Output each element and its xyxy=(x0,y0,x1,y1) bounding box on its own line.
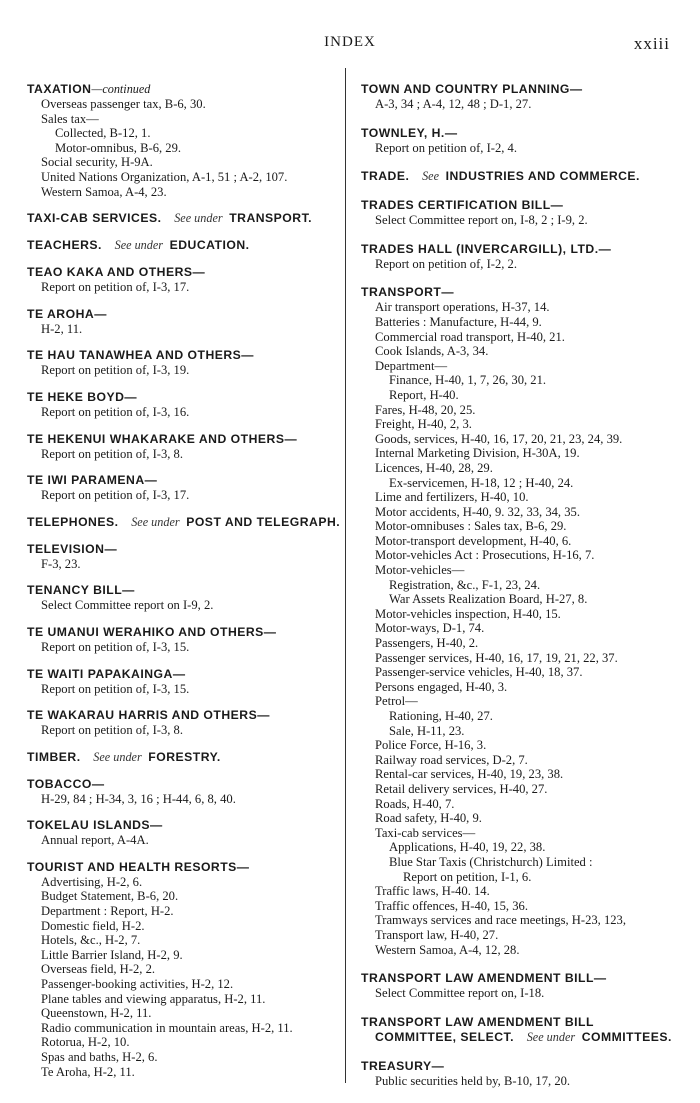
entry-heading xyxy=(27,307,345,322)
index-subentry: Batteries : Manufacture, H-44, 9. xyxy=(375,314,542,329)
see-reference: See under xyxy=(131,514,180,529)
index-entry xyxy=(27,750,345,765)
index-entry xyxy=(27,625,345,655)
see-reference: See under xyxy=(114,238,164,253)
entry-heading xyxy=(27,818,345,833)
entry-heading-text: TEACHERS. xyxy=(27,238,102,253)
index-entry xyxy=(27,432,345,462)
index-entry xyxy=(27,390,345,420)
entry-heading xyxy=(27,265,345,280)
index-entry xyxy=(27,238,345,253)
entry-heading-text: TEAO KAKA AND OTHERS— xyxy=(27,265,206,280)
index-subentry: Motor-vehicles— xyxy=(375,563,465,578)
entry-heading-text: TRANSPORT LAW AMENDMENT BILL COMMITTEE, SELECT. xyxy=(361,1014,594,1044)
entry-heading-text: TAXATION xyxy=(27,82,92,96)
index-subentry: Commercial road transport, H-40, 21. xyxy=(375,329,565,344)
index-entry xyxy=(27,515,345,530)
entry-heading xyxy=(27,432,345,447)
index-entry xyxy=(27,473,345,503)
index-subentry: Tramways services and race meetings, H-23, 123, xyxy=(375,913,626,928)
entry-heading-text: TRANSPORT LAW AMENDMENT BILL— xyxy=(361,971,607,986)
index-subentry: Roads, H-40, 7. xyxy=(375,796,455,811)
index-entry xyxy=(27,860,345,1079)
entry-heading-text: TRADE. xyxy=(361,169,410,184)
cross-reference: INDUSTRIES AND COMMERCE. xyxy=(445,169,640,184)
entry-heading xyxy=(27,750,345,765)
entry-heading-text: TREASURY— xyxy=(361,1058,445,1073)
index-subentry: Te Aroha, H-2, 11. xyxy=(41,1064,135,1079)
index-subentry: Blue Star Taxis (Christchurch) Limited : xyxy=(389,854,593,869)
entry-heading xyxy=(361,169,674,184)
index-subentry: Petrol— xyxy=(375,694,418,709)
index-subentry: Motor accidents, H-40, 9. 32, 33, 34, 35. xyxy=(375,504,580,519)
index-subentry: Collected, B-12, 1. xyxy=(55,126,151,141)
entry-heading-text: TE UMANUI WERAHIKO AND OTHERS— xyxy=(27,624,277,639)
index-entry xyxy=(361,198,674,228)
index-entry xyxy=(361,169,674,184)
index-subentry: Fares, H-48, 20, 25. xyxy=(375,402,476,417)
index-subentry: Police Force, H-16, 3. xyxy=(375,738,487,753)
entry-heading-text: TOURIST AND HEALTH RESORTS— xyxy=(27,859,250,874)
index-subentry: United Nations Organization, A-1, 51 ; A-2, 107. xyxy=(41,169,288,184)
see-reference: See under xyxy=(93,749,142,764)
index-subentry: War Assets Realization Board, H-27, 8. xyxy=(389,592,588,607)
right-column xyxy=(361,82,674,1102)
entry-heading xyxy=(27,515,345,530)
index-subentry: Motor-omnibuses : Sales tax, B-6, 29. xyxy=(375,519,567,534)
entry-heading xyxy=(361,242,674,257)
entry-heading xyxy=(27,82,345,97)
entry-heading xyxy=(27,211,345,226)
index-subentry: Rental-car services, H-40, 19, 23, 38. xyxy=(375,767,564,782)
index-subentry: Western Samoa, A-4, 23. xyxy=(41,184,167,199)
continued-note: —continued xyxy=(91,82,151,96)
index-subentry: Traffic offences, H-40, 15, 36. xyxy=(375,898,528,913)
entry-heading-text: TE WAITI PAPAKAINGA— xyxy=(27,666,186,681)
entry-heading xyxy=(361,1059,674,1074)
index-subentry: Rotorua, H-2, 10. xyxy=(41,1035,130,1050)
entry-heading-text: TE AROHA— xyxy=(27,306,107,321)
index-subentry: Passenger-service vehicles, H-40, 18, 37. xyxy=(375,665,583,680)
index-entry xyxy=(27,818,345,848)
entry-heading xyxy=(27,542,345,557)
index-subentry: Finance, H-40, 1, 7, 26, 30, 21. xyxy=(389,373,547,388)
entry-heading xyxy=(27,667,345,682)
index-subentry: Sale, H-11, 23. xyxy=(389,723,465,738)
index-subentry: Taxi-cab services— xyxy=(375,825,476,840)
index-subentry: Social security, H-9A. xyxy=(41,155,153,170)
left-column xyxy=(27,82,345,1091)
cross-reference: COMMITTEES. xyxy=(581,1029,672,1044)
entry-heading xyxy=(27,860,345,875)
index-subentry: Queenstown, H-2, 11. xyxy=(41,1006,152,1021)
index-subentry: Department : Report, H-2. xyxy=(41,904,174,919)
index-subentry: Freight, H-40, 2, 3. xyxy=(375,417,472,432)
index-entry xyxy=(361,285,674,957)
entry-heading-text: TE IWI PARAMENA— xyxy=(27,473,158,488)
page-title: INDEX xyxy=(324,34,376,50)
see-reference: See xyxy=(422,169,439,184)
entry-heading xyxy=(27,390,345,405)
index-subentry: Report, H-40. xyxy=(389,387,459,402)
index-subentry: Air transport operations, H-37, 14. xyxy=(375,300,550,315)
index-entry xyxy=(361,242,674,272)
index-subentry: Report on petition of, I-3, 17. xyxy=(41,280,190,295)
index-subentry: A-3, 34 ; A-4, 12, 48 ; D-1, 27. xyxy=(375,97,532,111)
index-subentry: Domestic field, H-2. xyxy=(41,918,145,933)
index-entry xyxy=(361,82,674,112)
entry-heading xyxy=(361,971,674,986)
index-subentry: Report on petition of, I-3, 16. xyxy=(41,404,190,419)
entry-heading-text: TOBACCO— xyxy=(27,776,105,791)
entry-heading-text: TENANCY BILL— xyxy=(27,583,135,598)
index-subentry: Railway road services, D-2, 7. xyxy=(375,752,528,767)
index-subentry: Plane tables and viewing apparatus, H-2, 11. xyxy=(41,991,266,1006)
column-divider xyxy=(345,68,346,1083)
index-subentry: Road safety, H-40, 9. xyxy=(375,811,482,826)
index-subentry: Cook Islands, A-3, 34. xyxy=(375,344,489,359)
index-subentry: Licences, H-40, 28, 29. xyxy=(375,460,493,475)
index-subentry: Ex-servicemen, H-18, 12 ; H-40, 24. xyxy=(389,475,574,490)
entry-heading xyxy=(361,198,674,213)
index-subentry: Little Barrier Island, H-2, 9. xyxy=(41,947,183,962)
entry-heading xyxy=(361,126,674,141)
entry-heading-text: TRANSPORT— xyxy=(361,285,455,300)
entry-heading xyxy=(361,82,674,97)
entry-heading-text: TELEPHONES. xyxy=(27,514,119,529)
index-subentry: F-3, 23. xyxy=(41,556,81,571)
index-subentry: Report on petition of, I-3, 15. xyxy=(41,681,190,696)
index-subentry: Persons engaged, H-40, 3. xyxy=(375,679,508,694)
index-subentry: Passenger-booking activities, H-2, 12. xyxy=(41,977,234,992)
entry-heading-text: TE HEKE BOYD— xyxy=(27,389,138,404)
index-subentry: Select Committee report on I-9, 2. xyxy=(41,598,214,613)
entry-heading xyxy=(27,473,345,488)
index-subentry: Motor-transport development, H-40, 6. xyxy=(375,533,572,548)
index-entry xyxy=(27,348,345,378)
entry-heading xyxy=(27,708,345,723)
index-entry xyxy=(27,307,345,337)
entry-heading-text: TIMBER. xyxy=(27,749,81,764)
index-entry xyxy=(361,126,674,156)
entry-heading-text: TOWNLEY, H.— xyxy=(361,125,458,140)
entry-heading-text: TELEVISION— xyxy=(27,541,118,556)
index-subentry: Rationing, H-40, 27. xyxy=(389,709,493,723)
entry-heading-text: TOWN AND COUNTRY PLANNING— xyxy=(361,82,583,96)
index-entry xyxy=(361,1015,674,1045)
index-entry xyxy=(27,777,345,807)
index-subentry: Annual report, A-4A. xyxy=(41,833,149,848)
index-subentry: Spas and baths, H-2, 6. xyxy=(41,1050,158,1064)
index-subentry: Report on petition of, I-2, 4. xyxy=(375,140,518,155)
entry-heading xyxy=(27,777,345,792)
see-reference: See under xyxy=(174,211,223,226)
entry-heading-text: TOKELAU ISLANDS— xyxy=(27,818,163,833)
index-entry xyxy=(27,82,345,199)
index-subentry: Overseas field, H-2, 2. xyxy=(41,962,156,977)
index-subentry: Radio communication in mountain areas, H-2, 11. xyxy=(41,1020,293,1035)
entry-heading xyxy=(27,348,345,363)
index-subentry: Motor-ways, D-1, 74. xyxy=(375,621,485,636)
index-subentry: Select Committee report on, I-8, 2 ; I-9, 2. xyxy=(375,213,588,228)
index-entry xyxy=(27,708,345,738)
index-subentry: Transport law, H-40, 27. xyxy=(375,927,499,942)
index-subentry: Hotels, &c., H-2, 7. xyxy=(41,933,141,948)
cross-reference: TRANSPORT. xyxy=(229,211,313,226)
entry-heading-text: TRADES HALL (INVERCARGILL), LTD.— xyxy=(361,241,612,256)
page-number: xxiii xyxy=(633,34,670,53)
entry-heading-text: TAXI-CAB SERVICES. xyxy=(27,211,162,226)
entry-heading xyxy=(361,1015,674,1045)
index-subentry: Lime and fertilizers, H-40, 10. xyxy=(375,490,529,505)
index-subentry: Overseas passenger tax, B-6, 30. xyxy=(41,97,206,111)
index-subentry: Retail delivery services, H-40, 27. xyxy=(375,781,548,796)
index-subentry: Report on petition of, I-3, 8. xyxy=(41,446,184,461)
cross-reference: EDUCATION. xyxy=(169,238,250,253)
index-subentry: H-2, 11. xyxy=(41,321,83,336)
entry-heading-text: TE HEKENUI WHAKARAKE AND OTHERS— xyxy=(27,431,298,446)
cross-reference: POST AND TELEGRAPH. xyxy=(186,514,341,529)
index-subentry: Internal Marketing Division, H-30A, 19. xyxy=(375,446,580,461)
index-subentry: Select Committee report on, I-18. xyxy=(375,986,545,1001)
running-head xyxy=(0,34,700,56)
index-subentry: Traffic laws, H-40. 14. xyxy=(375,884,490,899)
index-subentry: Sales tax— xyxy=(41,111,99,126)
index-subentry: Report on petition, I-1, 6. xyxy=(403,869,532,884)
index-subentry: Western Samoa, A-4, 12, 28. xyxy=(375,942,520,957)
index-entry xyxy=(361,971,674,1001)
index-subentry: H-29, 84 ; H-34, 3, 16 ; H-44, 6, 8, 40. xyxy=(41,791,236,806)
entry-heading-text: TE HAU TANAWHEA AND OTHERS— xyxy=(27,348,254,363)
index-subentry: Applications, H-40, 19, 22, 38. xyxy=(389,840,546,855)
index-subentry: Report on petition of, I-3, 15. xyxy=(41,639,190,654)
index-subentry: Budget Statement, B-6, 20. xyxy=(41,889,179,904)
index-subentry: Passengers, H-40, 2. xyxy=(375,636,479,651)
see-reference: See under xyxy=(526,1029,576,1044)
entry-heading-text: TRADES CERTIFICATION BILL— xyxy=(361,198,564,213)
index-subentry: Advertising, H-2, 6. xyxy=(41,874,143,889)
index-subentry: Report on petition of, I-2, 2. xyxy=(375,256,518,271)
index-subentry: Passenger services, H-40, 16, 17, 19, 21, 22, 37. xyxy=(375,650,618,665)
cross-reference: FORESTRY. xyxy=(148,749,221,764)
index-subentry: Motor-vehicles inspection, H-40, 15. xyxy=(375,606,561,621)
index-subentry: Department— xyxy=(375,358,448,373)
index-entry xyxy=(27,211,345,226)
entry-heading xyxy=(27,625,345,640)
index-entry xyxy=(27,265,345,295)
entry-heading-text: TE WAKARAU HARRIS AND OTHERS— xyxy=(27,708,270,723)
index-subentry: Report on petition of, I-3, 17. xyxy=(41,488,190,503)
entry-heading xyxy=(27,583,345,598)
index-subentry: Public securities held by, B-10, 17, 20. xyxy=(375,1073,571,1088)
index-subentry: Motor-vehicles Act : Prosecutions, H-16, 7. xyxy=(375,548,595,563)
index-subentry: Registration, &c., F-1, 23, 24. xyxy=(389,577,541,592)
index-subentry: Report on petition of, I-3, 8. xyxy=(41,723,184,738)
entry-heading xyxy=(27,238,345,253)
index-subentry: Report on petition of, I-3, 19. xyxy=(41,363,190,378)
index-entry xyxy=(27,583,345,613)
index-subentry: Goods, services, H-40, 16, 17, 20, 21, 23, 24, 39. xyxy=(375,431,623,446)
index-subentry: Motor-omnibus, B-6, 29. xyxy=(55,140,182,155)
index-entry xyxy=(361,1059,674,1089)
entry-heading xyxy=(361,285,674,300)
index-entry xyxy=(27,542,345,572)
index-entry xyxy=(27,667,345,697)
